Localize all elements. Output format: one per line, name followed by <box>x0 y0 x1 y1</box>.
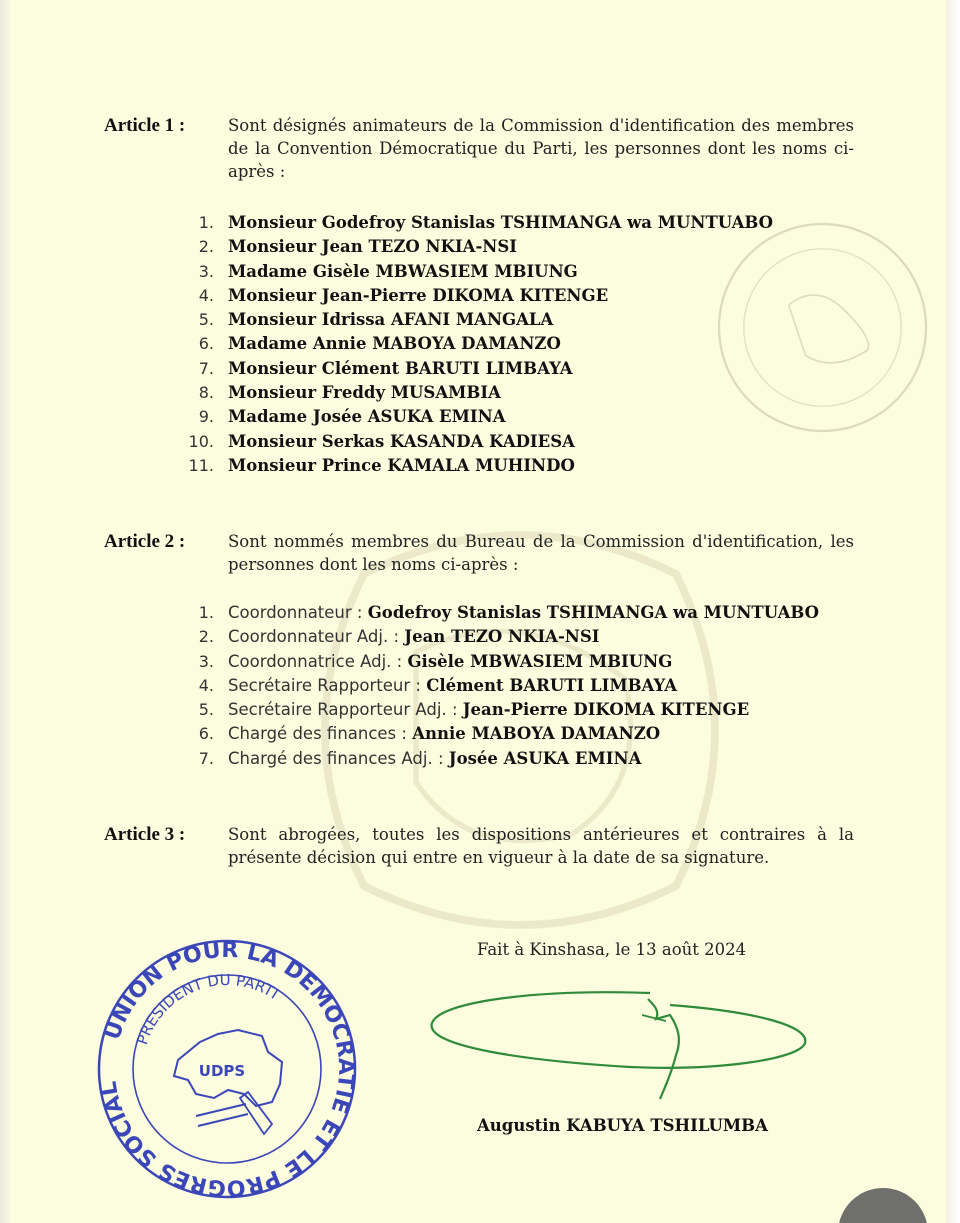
bureau-role: Chargé des finances : <box>228 724 413 744</box>
bureau-member-name: Jean TEZO NKIA-NSI <box>404 627 600 647</box>
member-name: Monsieur Idrissa AFANI MANGALA <box>228 310 554 330</box>
bureau-role: Coordonnateur Adj. : <box>228 627 405 647</box>
article-1-heading: Article 1 : <box>104 115 186 136</box>
bureau-member-name: Josée ASUKA EMINA <box>448 748 642 768</box>
seal-outer-text: UNION POUR LA DEMOCRATIE ET LE PROGRES SOCIAL <box>96 938 358 1200</box>
list-item <box>180 674 860 698</box>
article-3-text: Sont abrogées, toutes les dispositions antérieures et contraires à la présente décision qui entre en vigueur à la date de sa signature. <box>228 825 854 867</box>
list-item-number: 4. <box>198 285 214 305</box>
handwritten-signature <box>420 975 820 1105</box>
member-name: Monsieur Serkas KASANDA KADIESA <box>228 431 575 451</box>
bureau-role: Coordonnateur : <box>228 603 368 622</box>
member-name: Monsieur Prince KAMALA MUHINDO <box>228 455 575 475</box>
list-item <box>180 698 860 722</box>
list-item <box>180 454 860 478</box>
list-item <box>180 430 860 454</box>
list-item-number: 6. <box>198 334 214 354</box>
article-3-heading: Article 3 : <box>104 824 186 845</box>
bureau-member-name: Clément BARUTI LIMBAYA <box>426 675 678 695</box>
bureau-member-name: Annie MABOYA DAMANZO <box>412 724 661 744</box>
member-name: Madame Annie MABOYA DAMANZO <box>228 334 561 354</box>
list-item <box>180 284 860 308</box>
list-item-number: 8. <box>198 383 214 403</box>
list-item <box>180 260 860 284</box>
article-3 <box>104 823 854 869</box>
member-name: Madame Gisèle MBWASIEM MBIUNG <box>228 261 578 281</box>
party-seal-stamp <box>96 938 358 1200</box>
list-item <box>180 381 860 405</box>
place-and-date: Fait à Kinshasa, le 13 août 2024 <box>477 940 747 959</box>
list-item-number: 1. <box>198 603 214 622</box>
list-item-number: 7. <box>198 748 214 768</box>
member-name: Madame Josée ASUKA EMINA <box>228 407 506 427</box>
list-item-number: 10. <box>188 431 214 451</box>
list-item <box>180 722 860 746</box>
page-left-edge <box>0 0 10 1223</box>
list-item-number: 11. <box>188 455 214 475</box>
list-item <box>180 650 860 674</box>
list-item-number: 3. <box>198 261 214 281</box>
seal-inner-text: PRESIDENT DU PARTI <box>132 970 282 1047</box>
bureau-role: Secrétaire Rapporteur Adj. : <box>228 700 463 720</box>
member-name: Monsieur Freddy MUSAMBIA <box>228 383 501 403</box>
bureau-role: Coordonnatrice Adj. : <box>228 651 408 671</box>
list-item-number: 3. <box>198 651 214 671</box>
list-item-number: 6. <box>198 724 214 744</box>
seal-center-text: UDPS <box>198 1062 246 1080</box>
list-item <box>180 211 860 235</box>
member-name: Monsieur Clément BARUTI LIMBAYA <box>228 358 573 378</box>
article-2-heading: Article 2 : <box>104 531 186 552</box>
bureau-members-list <box>180 601 860 771</box>
article-1-text: Sont désignés animateurs de la Commission d'identification des membres de la Convention Démocratique du Parti, les personnes dont les noms ci-après : <box>228 116 854 181</box>
commission-members-list <box>180 211 860 478</box>
page-right-edge <box>946 0 960 1223</box>
member-name: Monsieur Godefroy Stanislas TSHIMANGA wa MUNTUABO <box>228 213 774 232</box>
bureau-role: Secrétaire Rapporteur : <box>228 675 427 695</box>
list-item-number: 5. <box>198 310 214 330</box>
list-item <box>180 747 860 771</box>
signatory-name: Augustin KABUYA TSHILUMBA <box>477 1116 768 1135</box>
list-item-number: 4. <box>198 675 214 695</box>
bureau-member-name: Godefroy Stanislas TSHIMANGA wa MUNTUABO <box>367 603 820 622</box>
article-1 <box>104 114 854 183</box>
list-item <box>180 625 860 649</box>
article-2-text: Sont nommés membres du Bureau de la Commission d'identification, les personnes dont les noms ci-après : <box>228 532 854 574</box>
bureau-role: Chargé des finances Adj. : <box>228 748 449 768</box>
list-item-number: 1. <box>198 213 214 232</box>
corner-circle-overlay <box>838 1188 928 1223</box>
bureau-member-name: Gisèle MBWASIEM MBIUNG <box>407 651 673 671</box>
list-item <box>180 601 860 625</box>
list-item-number: 9. <box>198 407 214 427</box>
member-name: Monsieur Jean TEZO NKIA-NSI <box>228 237 518 257</box>
member-name: Monsieur Jean-Pierre DIKOMA KITENGE <box>228 285 609 305</box>
list-item <box>180 235 860 259</box>
list-item-number: 5. <box>198 700 214 720</box>
list-item-number: 2. <box>198 627 214 647</box>
article-2 <box>104 530 854 576</box>
list-item-number: 2. <box>198 237 214 257</box>
list-item <box>180 357 860 381</box>
bureau-member-name: Jean-Pierre DIKOMA KITENGE <box>462 700 750 720</box>
list-item <box>180 308 860 332</box>
list-item <box>180 405 860 429</box>
list-item <box>180 332 860 356</box>
list-item-number: 7. <box>198 358 214 378</box>
